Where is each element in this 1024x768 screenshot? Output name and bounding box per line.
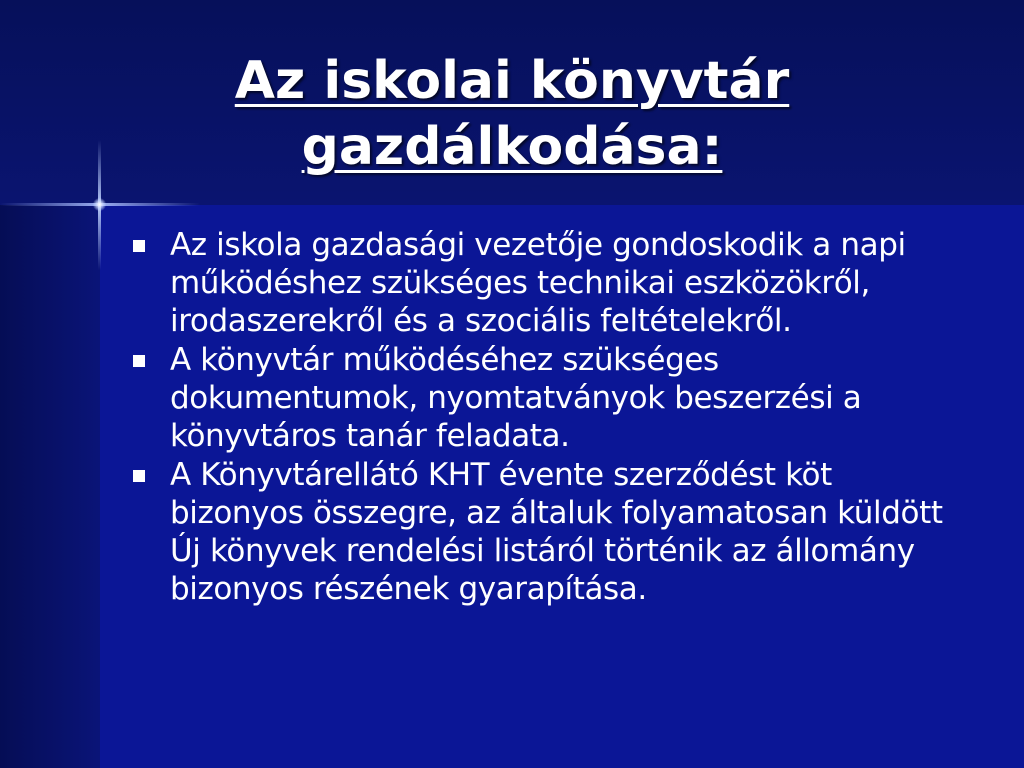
square-bullet-icon — [133, 470, 145, 482]
slide-title — [110, 48, 914, 180]
bullet-item — [130, 456, 960, 608]
background-left-band — [0, 205, 100, 768]
bullet-text: Az iskola gazdasági vezetője gondoskodik a napi működéshez szükséges technikai eszközökről, irodaszerekről és a szociális feltételekről. — [170, 227, 906, 339]
sparkle-core — [93, 198, 106, 211]
bullet-item — [130, 226, 960, 340]
square-bullet-icon — [133, 240, 145, 252]
bullet-text: A könyvtár működéséhez szükséges dokumentumok, nyomtatványok beszerzési a könyvtáros tanár feladata. — [170, 342, 862, 454]
bullet-item — [130, 341, 960, 455]
bullet-list — [130, 226, 960, 609]
bullet-text: A Könyvtárellátó KHT évente szerződést köt bizonyos összegre, az általuk folyamatosan küldött Új könyvek rendelési listáról történik az állomány bizonyos részének gyarapítása. — [170, 457, 943, 607]
square-bullet-icon — [133, 355, 145, 367]
slide-title-line-2: gazdálkodása: — [301, 117, 723, 177]
slide-title-line-1: Az iskolai könyvtár — [234, 51, 790, 111]
